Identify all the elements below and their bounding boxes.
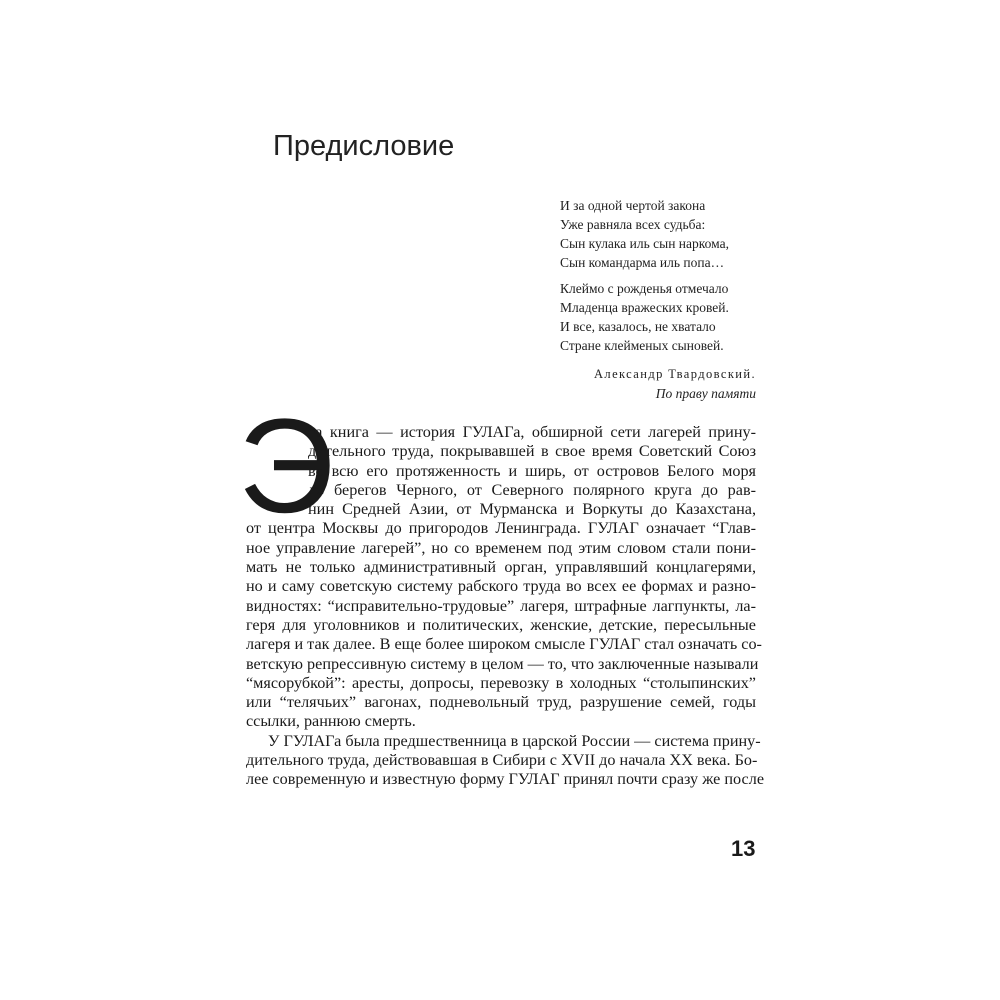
epigraph-line: Уже равняла всех судьба: — [560, 217, 706, 232]
body-line: та книга — история ГУЛАГа, обширной сети лагерей прину- — [308, 423, 756, 441]
epigraph-stanza-1 — [560, 196, 760, 272]
epigraph — [560, 196, 760, 403]
epigraph-stanza-2 — [560, 279, 760, 355]
body-line: У ГУЛАГа была предшественница в царской России — система прину- — [268, 731, 761, 750]
body-line: но и саму советскую систему рабского труда во всех ее формах и разно- — [246, 577, 756, 596]
body-line: геря для уголовников и политических, женские, детские, пересыльные — [246, 615, 756, 634]
body-line: до берегов Черного, от Северного полярного круга до рав- — [308, 480, 756, 499]
epigraph-author: Александр Твардовский. — [594, 367, 756, 381]
body-line: нин Средней Азии, от Мурманска и Воркуты до Казахстана, — [308, 500, 756, 519]
body-text — [246, 423, 765, 790]
epigraph-line: Клеймо с рожденья отмечало — [560, 281, 729, 296]
body-line: ное управление лагерей”, но со временем под этим словом стали пони- — [246, 538, 756, 557]
epigraph-line: И за одной чертой закона — [560, 198, 706, 213]
body-line: лее современную и известную форму ГУЛАГ принял почти сразу же после — [246, 770, 765, 789]
epigraph-attribution — [560, 365, 756, 403]
body-line: мать не только административный орган, управлявший концлагерями, — [246, 558, 756, 577]
body-line: дительного труда, покрывавшей в свое время Советский Союз — [308, 442, 756, 461]
body-line: ветскую репрессивную систему в целом — то, что заключенные называли — [246, 654, 759, 673]
epigraph-source: По праву памяти — [655, 386, 756, 401]
drop-cap: Э — [238, 392, 335, 541]
body-line: ссылки, раннюю смерть. — [246, 712, 416, 731]
epigraph-line: И все, казалось, не хватало — [560, 319, 716, 334]
body-line: во всю его протяженность и ширь, от островов Белого моря — [308, 461, 756, 480]
body-line: лагеря и так далее. В еще более широком смысле ГУЛАГ стал означать со- — [246, 635, 762, 654]
body-line: или “телячьих” вагонах, подневольный труд, разрушение семей, годы — [246, 693, 756, 712]
epigraph-line: Младенца вражеских кровей. — [560, 300, 729, 315]
body-line: видностях: “исправительно-трудовые” лагеря, штрафные лагпункты, ла- — [246, 596, 756, 615]
body-line: “мясорубкой”: аресты, допросы, перевозку в холодных “столыпинских” — [246, 673, 756, 692]
epigraph-line: Сын кулака иль сын наркома, — [560, 236, 729, 251]
page-number: 13 — [731, 836, 756, 861]
epigraph-line: Стране клейменых сыновей. — [560, 338, 724, 353]
page-title: Предисловие — [273, 130, 455, 162]
body-line: от центра Москвы до пригородов Ленинграда. ГУЛАГ означает “Глав- — [246, 519, 756, 538]
body-line: дительного труда, действовавшая в Сибири с XVII до начала XX века. Бо- — [246, 751, 758, 770]
epigraph-line: Сын командарма иль попа… — [560, 255, 725, 270]
